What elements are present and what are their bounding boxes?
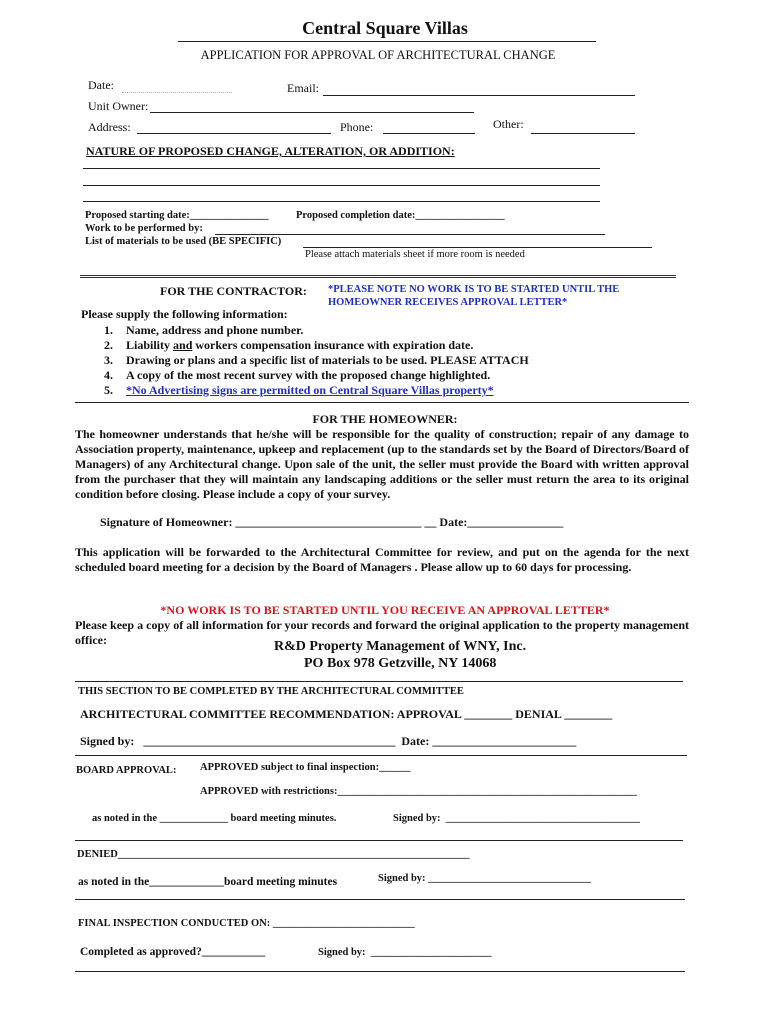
unit-owner-field[interactable] [150, 112, 474, 113]
email-label: Email: [287, 81, 319, 95]
other-field[interactable] [531, 133, 635, 134]
forward-text: This application will be forwarded to the Architectural Committee for review, and put on the agenda for the next scheduled board meeting for a decision by the Board of Managers . Please allow up to 60 days for processing. [75, 545, 689, 574]
committee-heading: THIS SECTION TO BE COMPLETED BY THE ARCHITECTURAL COMMITTEE [78, 686, 464, 697]
approved-final-inspection[interactable]: APPROVED subject to final inspection:______ [200, 762, 411, 773]
section-divider [75, 899, 685, 900]
email-field[interactable] [323, 95, 635, 96]
document-title: Central Square Villas [302, 18, 468, 38]
signature-label: Signature of Homeowner [100, 515, 229, 529]
materials-field[interactable] [303, 247, 652, 248]
list-item-text: Drawing or plans and a specific list of materials to be used. PLEASE ATTACH [126, 353, 529, 367]
section-divider [75, 681, 683, 682]
committee-recommendation[interactable]: ARCHITECTURAL COMMITTEE RECOMMENDATION: APPROVAL ________ DENIAL ________ [80, 707, 613, 721]
proposed-start-date[interactable]: Proposed starting date:_______________ [85, 210, 269, 221]
approval-signed-by[interactable]: Signed by: _____________________________________ [393, 813, 641, 824]
contractor-notice-2: HOMEOWNER RECEIVES APPROVAL LETTER* [328, 297, 568, 308]
section-divider [75, 402, 689, 403]
address-label: Address: [88, 120, 131, 134]
homeowner-paragraph: The homeowner understands that he/she will be responsible for the quality of construction; repair of any damage to Association property, maintenance, upkeep and replacement (up to the standards set by the Board of Directors/Board of Managers) of any Architectural change. Upon sale of the unit, the seller must provide the Board with written approval from the purchaser that they will maintain any landscaping additions or the seller must return the area to its original condition before closing. Please include a copy of your survey. [75, 427, 689, 501]
homeowner-heading: FOR THE HOMEOWNER: [312, 412, 458, 426]
signature-row [100, 515, 563, 530]
list-item-underlined: and [173, 338, 193, 352]
list-item [104, 338, 473, 353]
title-rule [178, 41, 596, 42]
list-item-text: Name, address and phone number. [126, 323, 304, 337]
company-name: R&D Property Management of WNY, Inc. [274, 639, 527, 654]
list-item-text: Liability [126, 338, 174, 352]
nature-line-1[interactable] [83, 168, 600, 169]
work-performed-field[interactable] [215, 234, 605, 235]
board-approval-label: BOARD APPROVAL: [76, 765, 177, 776]
phone-label: Phone: [340, 120, 374, 134]
list-item [104, 323, 303, 338]
committee-signed-row[interactable]: Signed by: __________________________________________ Date: ________________________ [80, 734, 577, 748]
list-item-number: 4. [104, 368, 113, 382]
nature-line-3[interactable] [83, 201, 600, 202]
company-address: PO Box 978 Getzville, NY 14068 [304, 656, 497, 671]
approved-with-restrictions[interactable]: APPROVED with restrictions:_________________________________________________________ [200, 786, 637, 797]
contractor-heading: FOR THE CONTRACTOR: [160, 284, 307, 298]
document-subtitle: APPLICATION FOR APPROVAL OF ARCHITECTURAL CHANGE [200, 48, 556, 62]
list-item-number: 3. [104, 353, 113, 367]
section-divider [75, 755, 687, 756]
proposed-completion-date[interactable]: Proposed completion date:_________________ [296, 210, 505, 221]
date-label: Date: [88, 78, 114, 92]
signature-field[interactable]: : _______________________________ __ Date:________________ [228, 515, 564, 529]
list-item [104, 353, 529, 368]
address-field[interactable] [137, 133, 331, 134]
board-minutes-approval[interactable]: as noted in the _____________ board meeting minutes. [92, 813, 337, 824]
denied-field[interactable]: DENIED___________________________________________________________________ [77, 849, 470, 860]
advertising-notice: *No Advertising signs are permitted on Central Square Villas property* [126, 383, 494, 397]
section-divider [75, 971, 685, 972]
keep-copy-text: Please keep a copy of all information for your records and forward the original application to the property management office: [75, 618, 689, 647]
board-minutes-denial[interactable]: as noted in the_____________board meeting minutes [78, 876, 338, 888]
contractor-notice-1: *PLEASE NOTE NO WORK IS TO BE STARTED UNTIL THE [328, 284, 620, 295]
materials-label: List of materials to be used (BE SPECIFIC) [85, 236, 282, 247]
attach-note: Please attach materials sheet if more room is needed [305, 249, 525, 260]
section-divider [80, 275, 676, 278]
work-performed-label: Work to be performed by: [85, 223, 203, 234]
completed-as-approved[interactable]: Completed as approved?___________ [80, 946, 266, 958]
phone-field[interactable] [383, 133, 475, 134]
final-inspection-field[interactable]: FINAL INSPECTION CONDUCTED ON: ___________________________ [78, 918, 415, 929]
list-item-number: 5. [104, 383, 113, 397]
final-signed-by[interactable]: Signed by: _______________________ [318, 947, 492, 958]
other-label: Other: [493, 117, 524, 131]
list-item-text: workers compensation insurance with expiration date. [192, 338, 474, 352]
list-item [104, 383, 494, 398]
supply-label: Please supply the following information: [81, 307, 288, 321]
nature-heading: NATURE OF PROPOSED CHANGE, ALTERATION, OR ADDITION: [86, 144, 455, 158]
denial-signed-by[interactable]: Signed by: _______________________________ [378, 873, 591, 884]
list-item-text: A copy of the most recent survey with the proposed change highlighted. [126, 368, 491, 382]
list-item [104, 368, 490, 383]
date-field[interactable] [122, 92, 232, 93]
section-divider [75, 840, 683, 841]
unit-owner-label: Unit Owner: [88, 99, 149, 113]
list-item-number: 1. [104, 323, 113, 337]
list-item-number: 2. [104, 338, 113, 352]
nature-line-2[interactable] [83, 185, 600, 186]
no-work-warning: *NO WORK IS TO BE STARTED UNTIL YOU RECEIVE AN APPROVAL LETTER* [160, 603, 610, 617]
